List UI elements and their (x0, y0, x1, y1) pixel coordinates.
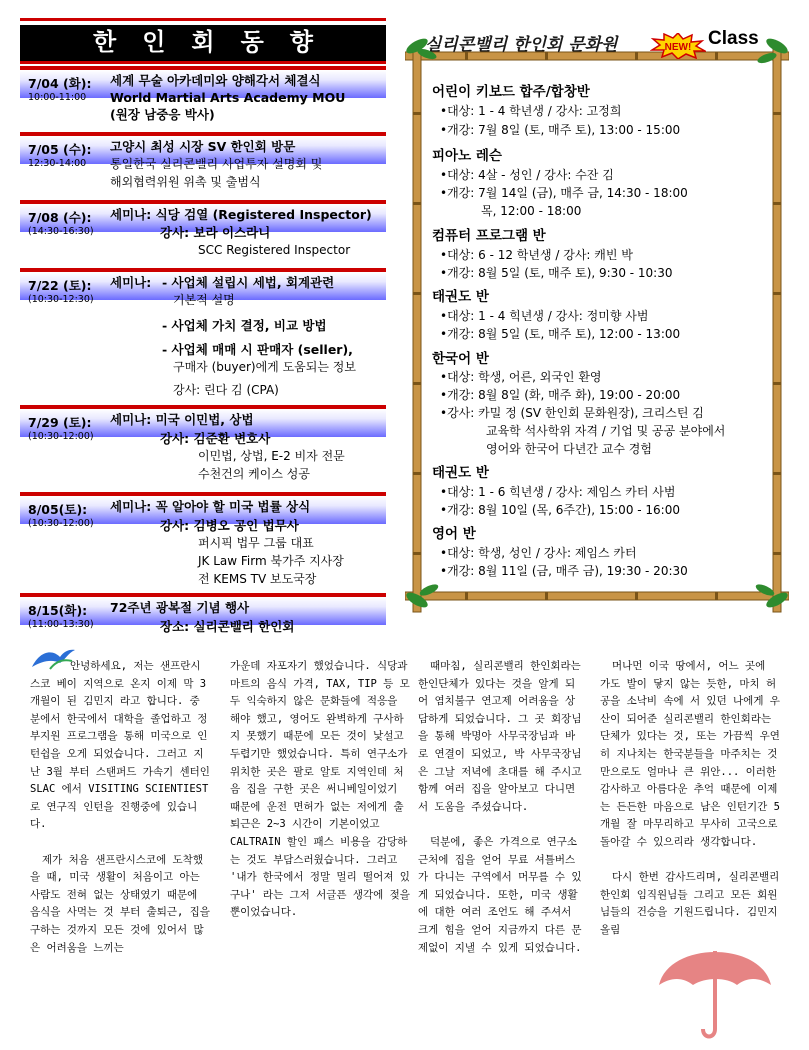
class-detail: •개강: 8월 11일 (금, 매주 금), 19:30 - 20:30 (440, 564, 688, 578)
class-name: 피아노 레슨 (432, 148, 502, 164)
class-detail: •개강: 8월 5일 (토, 매주 토), 12:00 - 13:00 (440, 327, 681, 341)
events-header-title: 한인회동향 (93, 27, 339, 56)
event-date: 7/29 (토): (28, 415, 92, 430)
class-detail: •대상: 학생, 어른, 외국인 환영 (440, 370, 602, 384)
class-detail: •개강: 7월 8일 (토, 매주 토), 13:00 - 15:00 (440, 123, 681, 137)
event-detail: - 사업체 가치 결정, 비교 방법 (162, 318, 327, 333)
class-detail: •개강: 7월 14일 (금), 매주 금, 14:30 - 18:00 (440, 186, 688, 200)
event-date: 8/15(화): (28, 603, 88, 618)
class-detail: •대상: 1 - 4 학년생 / 강사: 고정희 (440, 104, 622, 118)
letter-paragraph: 덕분에, 좋은 가격으로 연구소 근처에 집을 얻어 무료 셔틀버스가 다니는 구역에서 머무를 수 있게 되었습니다. 또한, 미국 생활에 대한 여러 조언도 해 주셔서 크게 힘을 얻어 지금까지 다른 문제없이 지낼 수 있게 되었습니다. (418, 835, 582, 954)
event-title: 고양시 최성 시장 SV 한인회 방문 (110, 139, 296, 154)
class-name: 어린이 키보드 합주/합창반 (432, 84, 590, 100)
event-detail: World Martial Arts Academy MOU (110, 90, 346, 105)
letter-column-1 (30, 658, 210, 975)
class-name: 태권도 반 (432, 289, 489, 305)
class-detail: •대상: 1 - 6 힉년생 / 강사: 제임스 카터 사범 (440, 485, 676, 499)
event-detail: (원장 남중응 박사) (110, 107, 215, 122)
event-time: (14:30-16:30) (28, 226, 94, 237)
event-time: 12:30-14:00 (28, 158, 87, 169)
event-time: (11:00-13:30) (28, 619, 94, 630)
class-detail: •대상: 학생, 성인 / 강사: 제임스 카터 (440, 546, 637, 560)
letter-paragraph: 때마침, 실리콘밸리 한인회라는 한인단체가 있다는 것을 알게 되어 염치불구 연고제 어려움을 상담하게 되었습니다. 그 곳 회장님을 통해 박명아 사무국장님과 바로 연결이 되었고, 박 사무국장님은 그날 저녁에 초대를 해 주시고 함께 여러 집을 알아보고 다니면서 도움을 주셨습니다. (418, 660, 582, 813)
event-detail: 기본적 설명 (173, 293, 235, 307)
event-detail: 이민법, 상법, E-2 비자 전문 (198, 449, 345, 463)
event-0805 (20, 492, 386, 592)
classes-header-label: Class (708, 28, 759, 49)
event-time: (10:30-12:00) (28, 431, 94, 442)
event-0705 (20, 132, 386, 198)
svg-text:NEW!: NEW! (664, 42, 692, 53)
event-date: 8/05(토): (28, 502, 88, 517)
event-title: 세미나: (110, 275, 152, 290)
event-date: 7/22 (토): (28, 278, 92, 293)
event-detail: 해외협력위원 위촉 및 출범식 (110, 175, 261, 189)
class-detail: •개강: 8월 5일 (토, 매주 토), 9:30 - 10:30 (440, 266, 673, 280)
events-header (20, 18, 386, 64)
class-detail: •강사: 카밀 정 (SV 한인회 문화원장), 크리스틴 김 (440, 406, 704, 420)
event-0722 (20, 268, 386, 403)
event-0708 (20, 200, 386, 266)
class-detail: 영어와 한국어 다년간 교수 경험 (486, 442, 652, 456)
event-detail: 구매자 (buyer)에게 도움되는 정보 (173, 360, 356, 374)
letter-paragraph: 안녕하세요, 저는 샌프란시스코 베이 지역으로 온지 이제 막 3개월이 된 김민지 라고 합니다. 중 분에서 한국에서 대학을 졸업하고 정부지원 프로그램을 통해 미국으로 인턴쉽을 오게 되었습니다. 그러고 지난 3월 부터 스탠퍼드 가속기 센터인 SLAC 에서 VISITING SCIENTIEST로 연구직 인턴을 진행중에 있습니다. (30, 660, 210, 831)
letter-column-4 (600, 658, 780, 957)
event-detail: SCC Registered Inspector (198, 243, 351, 257)
event-0729 (20, 405, 386, 490)
event-date: 7/08 (수): (28, 210, 92, 225)
classes-header-title: 실리콘밸리 한인회 문화원 (425, 35, 618, 55)
new-burst-icon (650, 33, 706, 59)
event-detail: - 사업체 매매 시 판매자 (seller), (162, 342, 353, 357)
event-detail: 전 KEMS TV 보도국장 (198, 572, 317, 586)
event-title: 세계 무술 아카데미와 양해각서 체결식 (110, 73, 321, 88)
event-detail: 장소: 실리콘밸리 한인회 (160, 619, 295, 634)
event-detail: 강사: 김병오 공인 법무사 (160, 518, 299, 533)
event-title: 세미나: 꼭 알아야 할 미국 법률 상식 (110, 499, 311, 514)
class-detail: 목, 12:00 - 18:00 (481, 204, 582, 218)
letter-column-2 (230, 658, 410, 940)
class-name: 영어 반 (432, 526, 476, 542)
event-detail: 강사: 보라 이스라니 (160, 225, 271, 240)
event-title: 72주년 광복절 기념 행사 (110, 600, 250, 615)
class-name: 태권도 반 (432, 465, 489, 481)
class-detail: •대상: 1 - 4 힉년생 / 강사: 정미향 사범 (440, 309, 649, 323)
event-detail: - 사업체 설립시 세법, 회계관련 (162, 275, 335, 290)
event-time: (10:30-12:30) (28, 294, 94, 305)
event-detail: 강사: 김준환 변호사 (160, 431, 271, 446)
event-date: 7/05 (수): (28, 142, 92, 157)
letter-paragraph: 다시 한번 감사드리며, 실리콘밸리 한인회 임직원님들 그리고 모든 회원님들의 건승을 기원드립니다. 김민지 올림 (600, 871, 780, 936)
class-detail: •개강: 8월 10일 (목, 6주간), 15:00 - 16:00 (440, 503, 680, 517)
event-detail: JK Law Firm 북가주 지사장 (198, 554, 344, 568)
class-detail: •대상: 6 - 12 학년생 / 강사: 캐빈 박 (440, 248, 633, 262)
event-0815 (20, 593, 386, 641)
event-date: 7/04 (화): (28, 76, 92, 91)
event-time: (10:30-12:00) (28, 518, 94, 529)
class-detail: •대상: 4살 - 성인 / 강사: 수잔 김 (440, 168, 614, 182)
event-title: 세미나: 미국 이민법, 상법 (110, 412, 254, 427)
event-detail: 수천건의 케이스 성공 (198, 467, 310, 481)
class-detail: 교육학 석사학위 자격 / 기업 및 공공 분야에서 (486, 424, 726, 438)
letter-paragraph: 가운데 자포자기 했었습니다. 식당과 마트의 음식 가격, TAX, TIP 등 모두 익숙하지 않은 문화들에 적응을 해야 했고, 영어도 완벽하게 구사하지 못했기 때문에 모든 것이 낯설고 두렵기만 했었습니다. 특히 연구소가 위치한 곳은 팔로 알토 지역인데 처음 집을 구한 곳은 써니베일이었기 때문에 운전 면허가 없는 저에게 출퇴근은 2~3 시간이 기본이었고 CALTRAIN 할인 패스 비용을 감당하는 것도 부담스러웠습니다. 그러고 '내가 한국에서 정말 멀리 떨어져 있구나' 라는 그저 서글픈 생각에 젖을 뿐이었습니다. (230, 660, 410, 919)
class-name: 한국어 반 (432, 351, 489, 367)
class-name: 컴퓨터 프로그램 반 (432, 228, 546, 244)
event-detail: 퍼시픽 법무 그룹 대표 (198, 536, 314, 550)
event-0704 (20, 66, 386, 132)
event-detail: 통일한국 실리콘밸리 사업투자 설명회 및 (110, 157, 323, 171)
event-time: 10:00-11:00 (28, 92, 87, 103)
letter-column-3 (418, 658, 583, 975)
class-detail: •개강: 8월 8일 (화, 매주 화), 19:00 - 20:00 (440, 388, 681, 402)
umbrella-icon (655, 925, 775, 1045)
event-title: 세미나: 식당 검열 (Registered Inspector) (110, 207, 372, 222)
letter-paragraph: 제가 처음 샌프란시스코에 도착했을 때, 미국 생활이 처음이고 아는 사람도 전혀 없는 상태였기 때문에 음식을 사먹는 것 부터 출퇴근, 집을 구하는 것까지 모든 것에 있어서 많은 어려움을 느끼는 (30, 853, 210, 954)
letter-paragraph: 머나먼 이국 땅에서, 어느 곳에 가도 발이 닿지 않는 듯한, 마치 허공을 소낙비 속에 서 있던 나에게 우산이 되어준 실리콘밸리 한인회라는 단체가 있다는 것, 또는 가끔씩 우연히 지나치는 한국분들을 마주치는 것만으로도 얼마나 큰 위안... 이러한 감사하고 아름다운 추억 때문에 이제는 든든한 마음으로 남은 인턴기간 5개월 잘 마무리하고 무사히 고국으로 돌아갈 수 있으리라 생각합니다. (600, 660, 780, 848)
event-detail: 강사: 린다 김 (CPA) (173, 383, 279, 397)
